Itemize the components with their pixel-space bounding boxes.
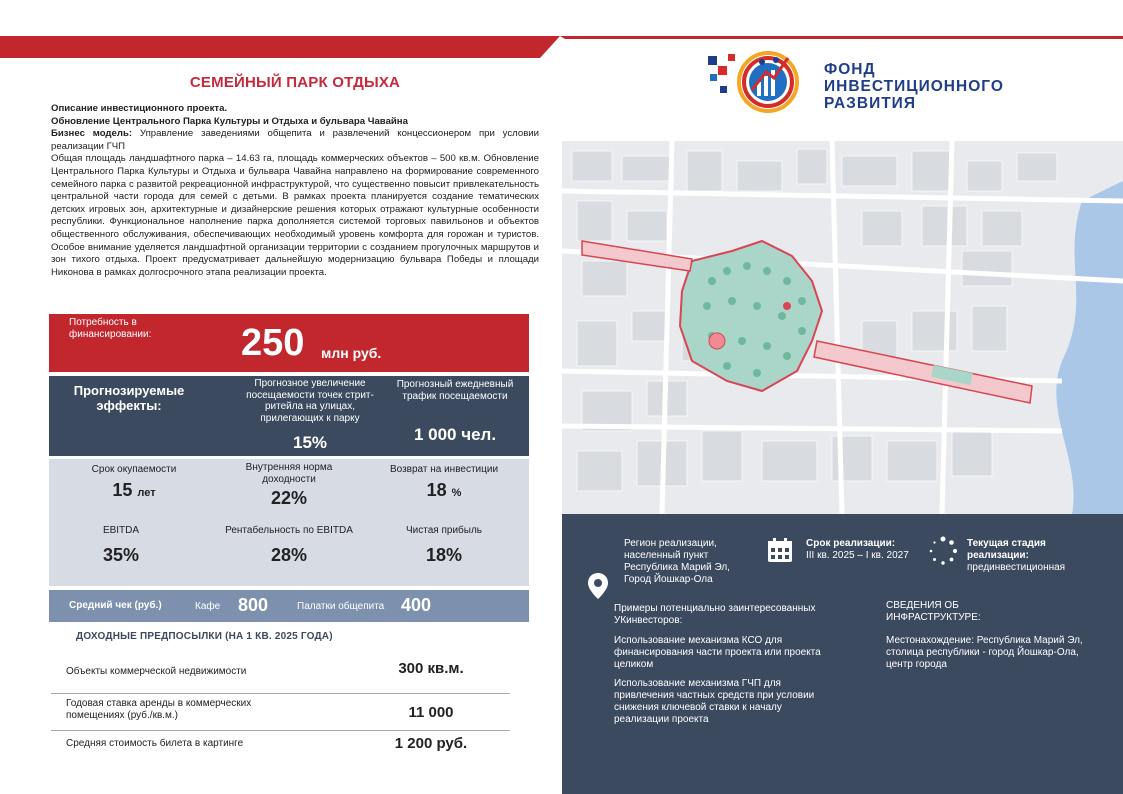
fund-logo <box>696 40 1076 124</box>
term-label: Срок реализации: <box>806 538 896 549</box>
metric-irr-label: Внутренняя норма доходности <box>245 462 333 485</box>
financing-panel <box>49 314 529 372</box>
metrics-panel <box>49 459 529 586</box>
income-title: ДОХОДНЫЕ ПРЕДПОСЫЛКИ (НА 1 КВ. 2025 ГОДА) <box>76 631 333 642</box>
effects-panel <box>49 376 529 456</box>
financing-unit: млн руб. <box>321 345 382 361</box>
metric-payback-value: 15 <box>112 479 133 500</box>
income-row-label: Годовая ставка аренды в коммерческих помещениях (руб./кв.м.) <box>66 698 252 721</box>
investors-item-1: Использование механизма КСО для финансирования части проекта или проекта целиком <box>614 635 821 670</box>
stage-value: прединвестиционная <box>967 562 1066 573</box>
income-row <box>51 697 510 725</box>
effect-traffic-label: Прогнозный ежедневный трафик посещаемости <box>396 379 514 402</box>
average-check-bar <box>49 590 529 622</box>
metric-payback-unit: лет <box>137 486 156 499</box>
infra-text: Местонахождение: Республика Марий Эл, столица республики - город Йошкар-Ола, центр города <box>886 635 1083 670</box>
metric-net-profit-value: 18% <box>425 544 463 565</box>
income-row <box>51 735 510 755</box>
metric-payback-label: Срок окупаемости <box>91 464 177 475</box>
metric-net-profit-label: Чистая прибыль <box>406 525 482 536</box>
project-name: Обновление Центрального Парка Культуры и Отдыха и бульвара Чавайна <box>51 115 408 127</box>
income-row <box>51 660 510 680</box>
financing-label: Потребность в финансировании: <box>69 317 152 340</box>
description-heading: Описание инвестиционного проекта. <box>51 103 228 114</box>
effects-heading: Прогнозируемые эффекты: <box>73 383 185 413</box>
income-row-value: 1 200 руб. <box>394 735 468 752</box>
metric-roi-label: Возврат на инвестиции <box>389 464 499 475</box>
income-row-label: Объекты коммерческой недвижимости <box>66 666 247 677</box>
income-row-value: 300 кв.м. <box>398 660 464 677</box>
investors-item-2: Использование механизма ГЧП для привлечения частных средств при условии снижения ключевой ставки к началу реализации проекта <box>614 678 815 725</box>
location-pin-icon <box>587 572 609 600</box>
financing-value: 250 <box>241 322 305 364</box>
metric-roi-unit: % <box>451 486 462 499</box>
metric-ebitda <box>46 525 196 566</box>
description-body: Общая площадь ландшафтного парка – 14.63 га, площадь коммерческих объектов – 500 кв.м. Обновление Центрального Парка Культуры и Отдыха и бульвара Чавайна направлено на формирование современного семейного парка с развитой рекреационной инфраструктурой, что существенно повысит привлекательность центральной части города для семей с детьми. В рамках проекта планируется создание тематических детских игровых зон, архитектурные и дизайнерские решения которых отражают культурные особенности республики. Функциональное наполнение парка дополняется системой торговых павильонов и объектов общественного обслуживания, обеспечивающих необходимый уровень комфорта для горожан и туристов. Особое внимание уделяется ландшафтной организации территории с созданием прогулочных маршрутов и зон тихого отдыха. Проект предусматривает дальнейшую модернизацию бульвара Победы и площади Никонова в рамках долгосрочного этапа реализации проекта. <box>51 153 539 278</box>
city-map-image <box>562 141 1123 514</box>
business-model-text: Управление заведениями общепита и развлечений концессионером при условии реализации ГЧП <box>51 128 540 152</box>
avg-check-cafe-label: Кафе <box>195 601 221 612</box>
metric-payback <box>59 464 209 501</box>
stage-block <box>967 538 1097 574</box>
income-row-value: 11 000 <box>408 704 454 721</box>
effect-retail-label: Прогнозное увеличение посещаемости точек стрит-ритейла на улицах, прилегающих к парку <box>246 378 374 424</box>
avg-check-cafe-value: 800 <box>238 595 269 615</box>
logo-line-2: ИНВЕСТИЦИОННОГО <box>824 78 1004 95</box>
stage-label: Текущая стадия реализации: <box>967 538 1046 561</box>
investors-title: Примеры потенциально заинтересованных УКинвесторов: <box>614 603 816 626</box>
effect-retail-value: 15% <box>292 433 328 452</box>
calendar-icon <box>767 537 793 563</box>
term-block <box>806 538 916 562</box>
metric-net-profit <box>369 525 519 566</box>
metric-ebitda-margin-value: 28% <box>270 544 308 565</box>
info-panel <box>562 514 1123 794</box>
page-title: СЕМЕЙНЫЙ ПАРК ОТДЫХА <box>189 74 401 91</box>
site-map <box>562 141 1123 514</box>
logo-line-3: РАЗВИТИЯ <box>824 95 916 112</box>
effect-traffic-value: 1 000 чел. <box>413 425 497 444</box>
income-divider <box>51 693 510 694</box>
avg-check-tents-value: 400 <box>401 595 432 615</box>
term-value: III кв. 2025 – I кв. 2027 <box>806 550 909 561</box>
avg-check-label: Средний чек (руб.) <box>69 600 162 611</box>
fund-logo-text <box>824 61 1004 112</box>
project-description <box>51 103 539 279</box>
avg-check-tents-label: Палатки общепита <box>297 601 385 612</box>
logo-line-1: ФОНД <box>824 61 876 78</box>
metric-ebitda-value: 35% <box>102 544 140 565</box>
metric-roi-value: 18 <box>426 479 447 500</box>
metric-irr <box>214 462 364 509</box>
business-model-label: Бизнес модель: <box>51 128 133 140</box>
metric-ebitda-margin-label: Рентабельность по EBITDA <box>225 525 353 536</box>
fund-logo-emblem-icon <box>704 40 814 124</box>
income-divider <box>51 730 510 731</box>
metric-ebitda-label: EBITDA <box>102 525 140 536</box>
region-text: Регион реализации, населенный пункт Республика Марий Эл, Город Йошкар-Ола <box>624 538 730 585</box>
metric-ebitda-margin <box>214 525 364 566</box>
metric-roi <box>369 464 519 501</box>
metric-irr-value: 22% <box>270 488 308 508</box>
infra-title: СВЕДЕНИЯ ОБ ИНФРАСТРУКТУРЕ: <box>886 600 981 623</box>
income-row-label: Средняя стоимость билета в картинге <box>66 738 244 749</box>
loading-stage-icon <box>928 536 958 566</box>
